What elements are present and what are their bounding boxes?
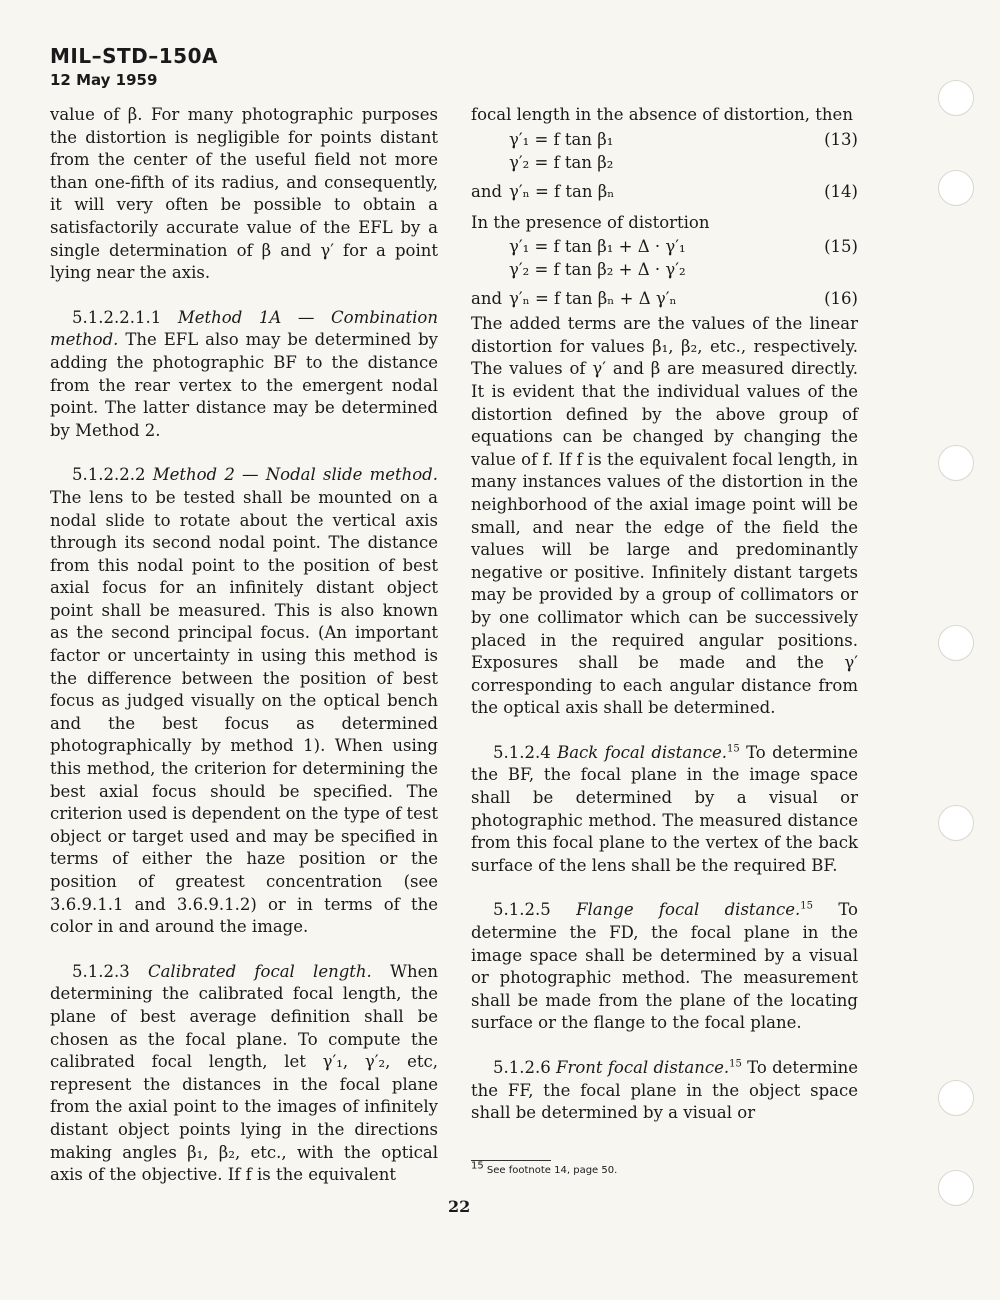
equation: [471, 181, 858, 204]
equation: [471, 152, 858, 175]
equation-body: γ′₁ = f tan β₁: [509, 129, 614, 149]
footnote-ref: 15: [729, 1058, 742, 1070]
equation-body: γ′₂ = f tan β₂: [509, 152, 614, 172]
equation-body: γ′ₙ = f tan βₙ + Δ γ′ₙ: [509, 289, 677, 309]
section-number: 5.1.2.5: [493, 900, 551, 920]
section-number: 5.1.2.4: [493, 742, 551, 762]
section-number: 5.1.2.6: [493, 1058, 551, 1077]
footnote-mark: 15: [471, 1160, 484, 1172]
equation-body: γ′₂ = f tan β₂ + Δ · γ′₂: [509, 260, 686, 280]
section-text: The EFL also may be determined by adding the photographic BF to the distance from the rear vertex to the emergent nodal point. The latter distance may be determined by Method 2.: [50, 330, 438, 440]
equation-body: γ′ₙ = f tan βₙ: [509, 181, 615, 201]
section-text: When determining the calibrated focal length, the plane of best average definition shall be chosen as the focal plane. To compute the calibrated focal length, let γ′₁, γ′₂, etc, represent the distances in the focal plane from the axial point to the images of infinitely distant object points lying in the directions making angles β₁, β₂, etc., with the optical axis of the objective. If f is the equivalent: [50, 961, 438, 1185]
section-number: 5.1.2.2.2: [72, 465, 146, 485]
footnote-ref: 15: [727, 743, 740, 755]
section-number: 5.1.2.2.1.1: [72, 307, 162, 327]
equation-number: (16): [824, 289, 858, 309]
punch-hole: [938, 1170, 974, 1206]
punch-hole: [938, 625, 974, 661]
footnote-text: See footnote 14, page 50.: [486, 1165, 618, 1176]
section-5-1-2-5: [471, 899, 858, 1035]
left-column: [50, 104, 438, 1187]
section-title: Calibrated focal length.: [147, 961, 372, 981]
paragraph: value of β. For many photographic purposes the distortion is negligible for points distant from the center of the useful field not more than one-fifth of its radius, and consequently, it will very often be possible to obtain a satisfactorily accurate value of the EFL by a single determination of β and γ′ for a point lying near the axis.: [50, 105, 438, 283]
section-title: Method 1A — Combination method.: [50, 307, 438, 350]
punch-hole: [938, 1080, 974, 1116]
equation-body: γ′₁ = f tan β₁ + Δ · γ′₁: [509, 237, 686, 257]
page-number: 22: [448, 1197, 471, 1216]
section-text: The lens to be tested shall be mounted on a nodal slide to rotate about the vertical axis through its second nodal point. The distance from this nodal point to the position of best axial focus for an infinitely distant object point shall be measured. This is also known as the second principal focus. (An important factor or uncertainty in using this method is the difference between the position of best focus as judged visually on the optical bench and the best focus as determined photographically by method 1). When using this method, the criterion for determining the best axial focus should be specified. The criterion used is dependent on the type of test object or target used and may be specified in terms of either the haze position or the position of greatest concentration (see 3.6.9.1.1 and 3.6.9.1.2) or in terms of the color in and around the image.: [50, 487, 438, 937]
equation-number: (15): [824, 237, 858, 257]
section-title: Back focal distance.: [557, 742, 727, 762]
section-5-1-2-4: [471, 742, 858, 878]
section-number: 5.1.2.3: [72, 961, 130, 981]
punch-hole: [938, 805, 974, 841]
section-text: To determine the BF, the focal plane in the image space shall be determined by a visual or photographic method. The measured distance from this focal plane to the vertex of the back surface of the lens shall be the required BF.: [471, 742, 858, 875]
section-5-1-2-2-2: [50, 464, 438, 938]
section-text: To determine the FD, the focal plane in the image space shall be determined by a visual or photographic method. The measurement shall be made from the plane of the locating surface or the flange to the focal plane.: [471, 900, 858, 1033]
document-id: MIL–STD–150A: [50, 44, 218, 68]
footnote: [471, 1160, 618, 1176]
equation-conjunction: and: [471, 289, 503, 309]
equation: [471, 288, 858, 311]
equation-number: (13): [824, 129, 858, 149]
section-5-1-2-6: [471, 1057, 858, 1125]
equation: [471, 129, 858, 152]
paragraph: The added terms are the values of the linear distortion for values β₁, β₂, etc., respectively. The values of γ′ and β are measured directly. It is evident that the individual values of the distortion defined by the above group of equations can be changed by changing the value of f. If f is the equivalent focal length, in many instances values of the distortion in the neighborhood of the axial image point will be small, and near the edge of the field the values will be large and predominantly negative or positive. Infinitely distant targets may be provided by a group of collimators or by one collimator which can be successively placed in the required angular positions. Exposures shall be made and the γ′ corresponding to each angular distance from the optical axis shall be determined.: [471, 314, 858, 718]
footnote-ref: 15: [800, 900, 813, 912]
paragraph: focal length in the absence of distortion, then: [471, 105, 853, 124]
section-5-1-2-2-1-1: [50, 307, 438, 443]
equation: [471, 259, 858, 282]
section-title: Flange focal distance.: [576, 900, 801, 920]
section-title: Method 2 — Nodal slide method.: [152, 465, 438, 485]
document-date: 12 May 1959: [50, 71, 158, 89]
right-column: [471, 104, 858, 1125]
equation-conjunction: and: [471, 181, 503, 201]
punch-hole: [938, 80, 974, 116]
section-5-1-2-3: [50, 961, 438, 1187]
equation-group-15-16: [471, 236, 858, 311]
section-title: Front focal distance.: [556, 1058, 730, 1077]
equation-group-13-14: [471, 129, 858, 204]
punch-hole: [938, 445, 974, 481]
section-text: To determine the FF, the focal plane in the object space shall be determined by a visual or: [471, 1058, 859, 1123]
punch-hole: [938, 170, 974, 206]
paragraph: In the presence of distortion: [471, 212, 710, 232]
document-header: [50, 44, 218, 89]
equation-number: (14): [824, 181, 858, 201]
equation: [471, 236, 858, 259]
